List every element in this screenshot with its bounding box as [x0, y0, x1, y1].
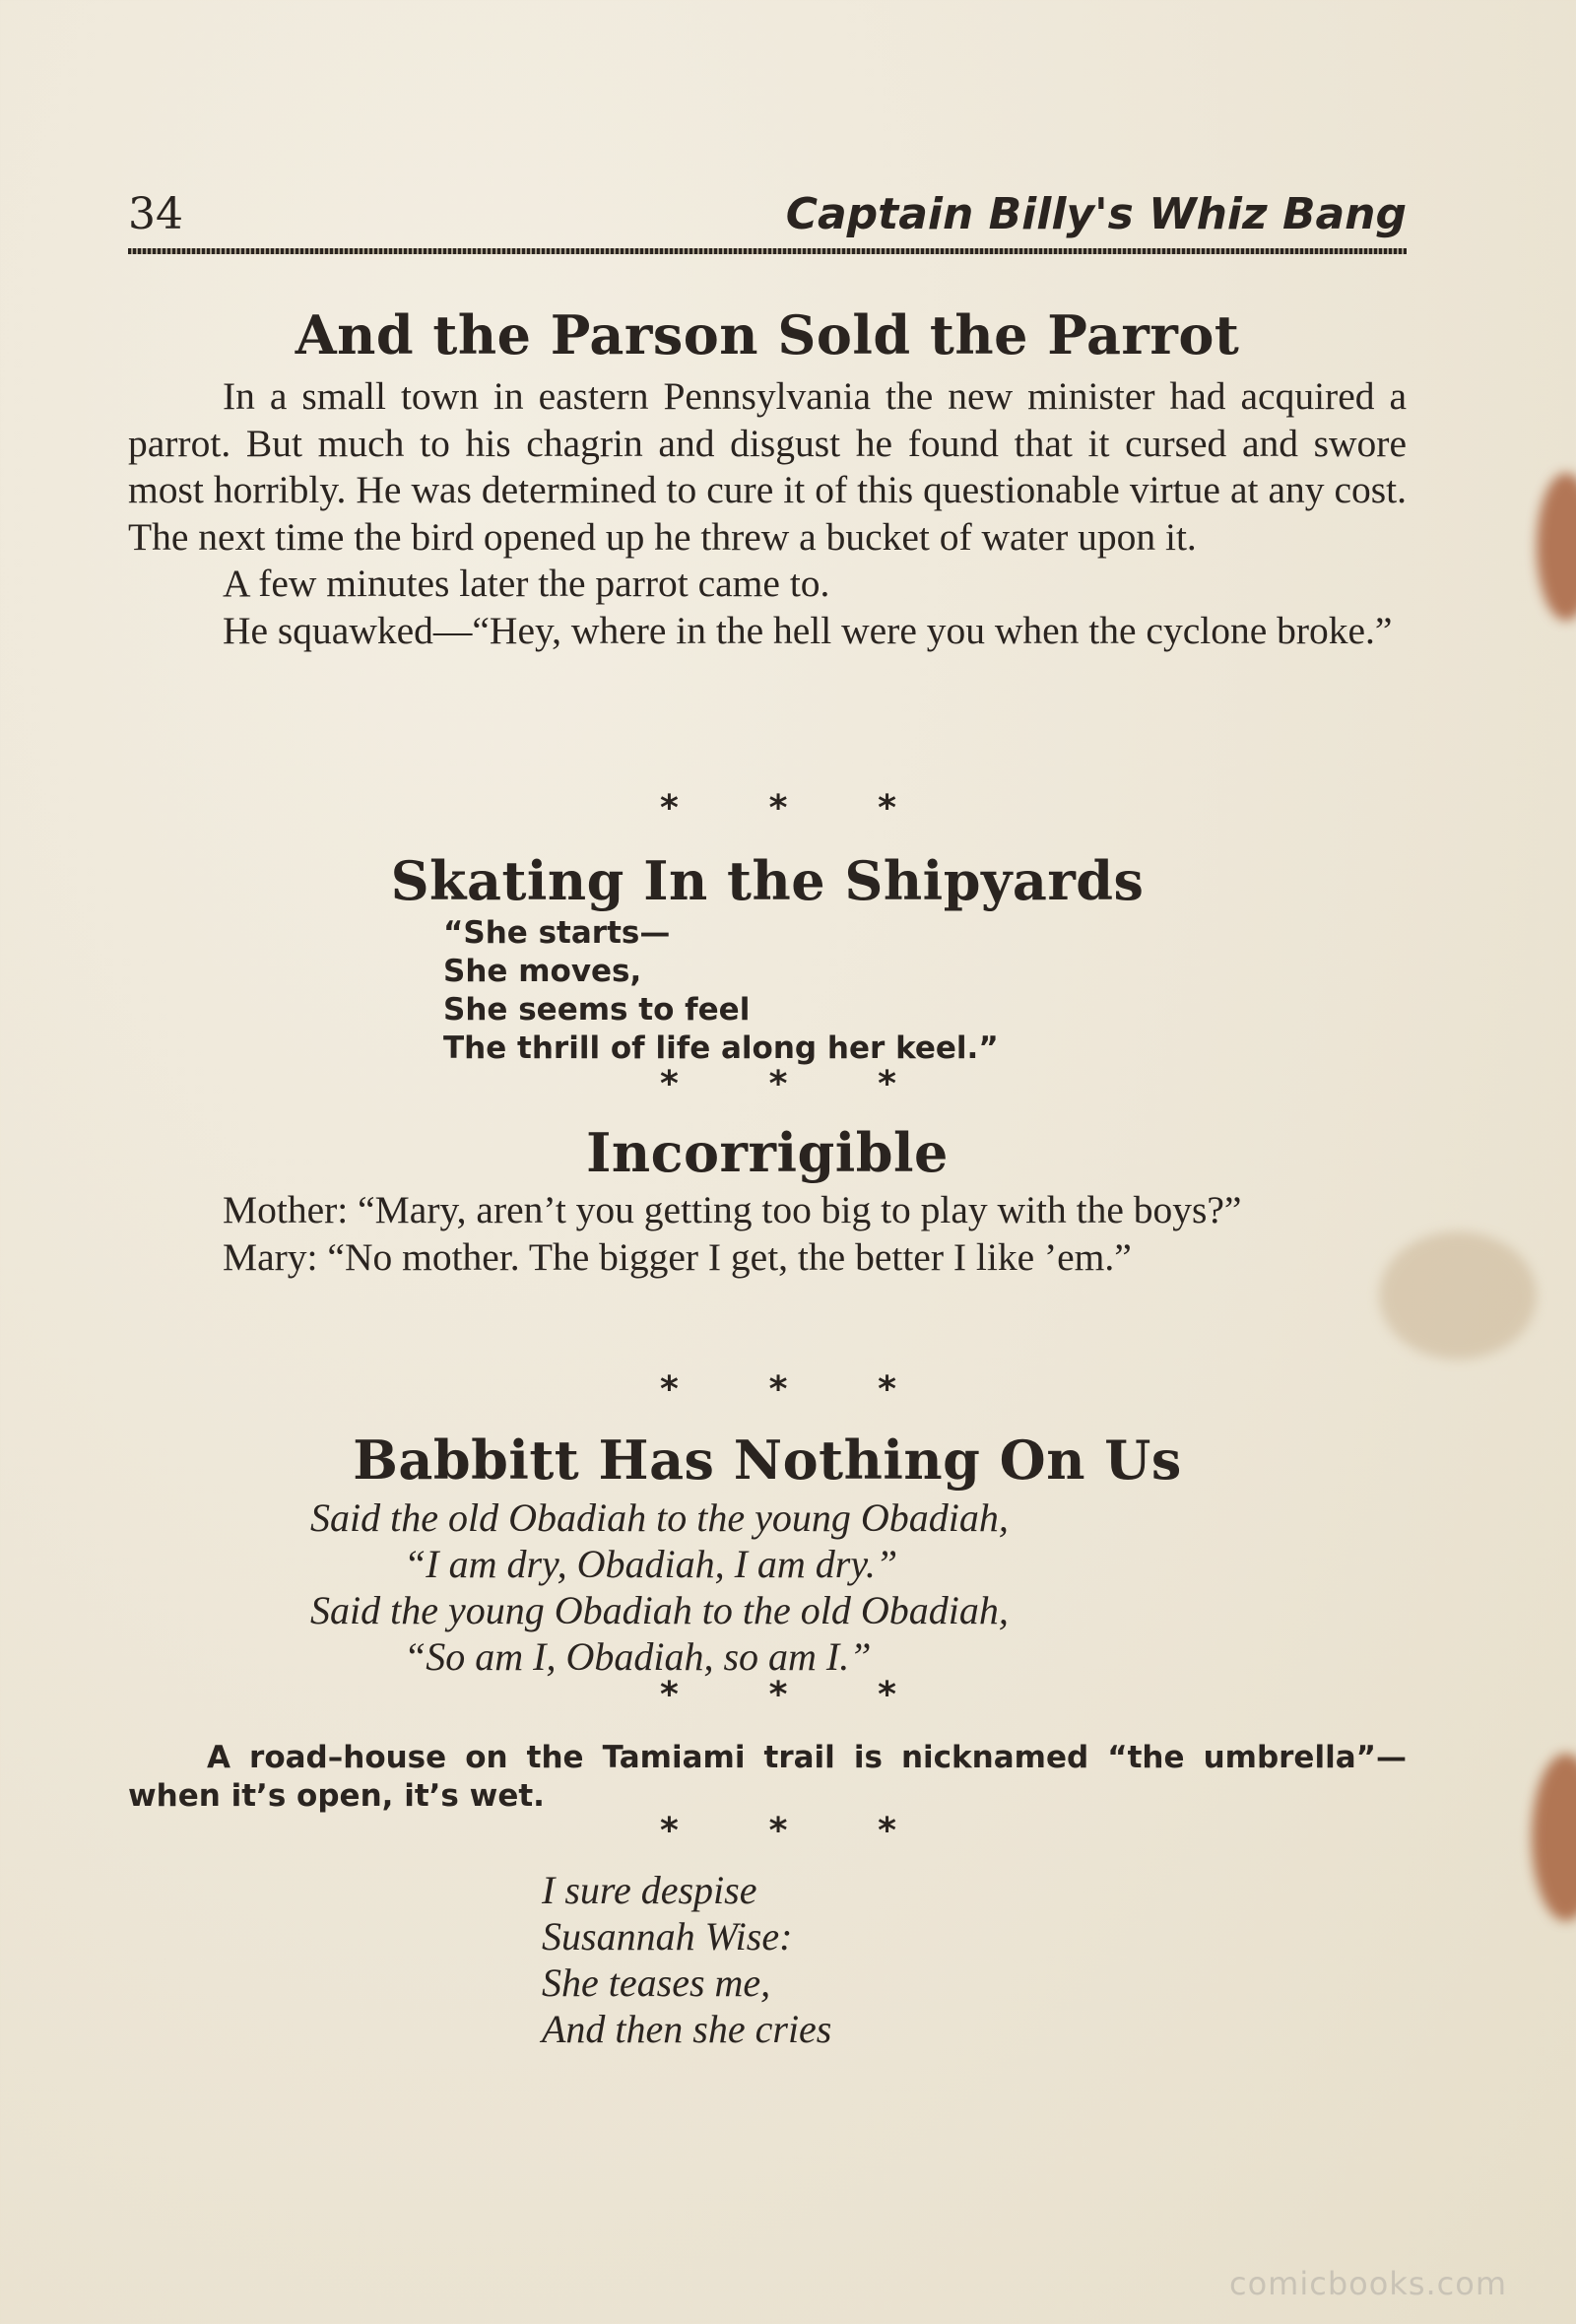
article-body [128, 373, 1407, 654]
separator-star: * [660, 1369, 679, 1410]
separator [660, 1369, 896, 1410]
poem [542, 1867, 831, 2052]
article-title: Babbitt Has Nothing On Us [353, 1428, 1182, 1492]
poem-line: And then she cries [542, 2007, 832, 2051]
separator-star: * [878, 1369, 896, 1410]
verse-line: She moves, [443, 954, 642, 989]
stain-right-top [1537, 473, 1576, 621]
page-header [128, 185, 1407, 244]
article-title: Skating In the Shipyards [390, 849, 1145, 912]
verse-line: Said the young Obadiah to the old Obadiah, [310, 1588, 1009, 1632]
verse-line: She seems to feel [443, 992, 751, 1028]
separator-star: * [768, 788, 788, 829]
separator-star: * [660, 788, 679, 829]
verse-line: “She starts— [443, 915, 671, 951]
article-title: Incorrigible [586, 1121, 949, 1184]
poem-line: Susannah Wise: [542, 1914, 793, 1959]
watermark: comicbooks.com [1228, 2265, 1507, 2302]
separator-star: * [768, 1675, 788, 1715]
separator-star: * [660, 1064, 679, 1104]
poem-line: She teases me, [542, 1960, 771, 2005]
page-number: 34 [128, 189, 183, 239]
separator-star: * [768, 1369, 788, 1410]
verse-line: “So am I, Obadiah, so am I.” [404, 1634, 872, 1679]
separator [660, 788, 896, 829]
paragraph: Mary: “No mother. The bigger I get, the better I like ’em.” [223, 1234, 1132, 1279]
stain-right-bottom [1532, 1754, 1576, 1921]
separator [660, 1064, 896, 1104]
verse [310, 1494, 1009, 1680]
verse [443, 914, 999, 1068]
paragraph: Mother: “Mary, aren’t you getting too big to play with the boys?” [223, 1188, 1242, 1231]
separator-star: * [660, 1675, 679, 1715]
paragraph: A few minutes later the parrot came to. [223, 562, 830, 605]
poem-line: I sure despise [542, 1868, 757, 1912]
separator [660, 1675, 896, 1715]
article-body [128, 1187, 1407, 1281]
separator-star: * [878, 1064, 896, 1104]
separator-star: * [878, 1675, 896, 1715]
verse-line: Said the old Obadiah to the young Obadiah, [310, 1495, 1009, 1540]
paragraph: In a small town in eastern Pennsylvania the new minister had acquired a parrot. But much to his chagrin and disgust he found that it cursed and swore most horribly. He was determined to cure it of this questionable virtue at any cost. The next time the bird opened up he threw a bucket of water upon it. [128, 374, 1407, 559]
separator-star: * [878, 1811, 896, 1851]
article-title: And the Parson Sold the Parrot [295, 303, 1240, 366]
separator-star: * [660, 1811, 679, 1851]
road-house-note: A road–house on the Tamiami trail is nicknamed “the umbrella”—when it’s open, it’s wet. [128, 1740, 1407, 1814]
header-rule [128, 248, 1407, 254]
separator-star: * [768, 1811, 788, 1851]
separator [660, 1811, 896, 1851]
paragraph: He squawked—“Hey, where in the hell were you when the cyclone broke.” [223, 608, 1393, 652]
separator-star: * [878, 788, 896, 829]
verse-line: “I am dry, Obadiah, I am dry.” [404, 1542, 898, 1586]
running-title: Captain Billy's Whiz Bang [785, 189, 1407, 239]
verse-line: The thrill of life along her keel.” [443, 1030, 999, 1066]
separator-star: * [768, 1064, 788, 1104]
